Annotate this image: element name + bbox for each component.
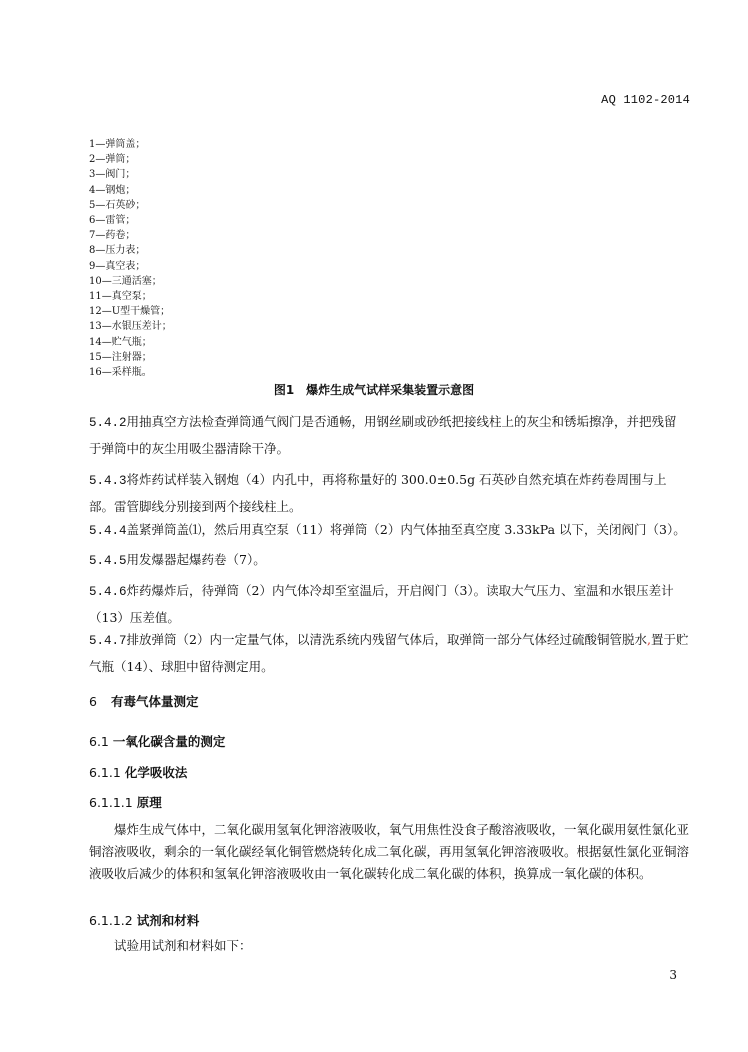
legend-item: 15—注射器； <box>89 351 152 363</box>
section-title: 有毒气体量测定 <box>110 694 199 709</box>
section-title: 原理 <box>136 795 162 810</box>
section-6-1-1-heading <box>89 763 187 781</box>
section-number: 6.1.1.2 <box>89 913 133 928</box>
page-number: 3 <box>669 968 677 982</box>
clause-text: 盖紧弹筒盖⑴，然后用真空泵（11）将弹筒（2）内气体抽至真空度 3.33kPa 以下，关闭阀门（3）。 <box>126 522 686 537</box>
clause-text: 排放弹筒（2）内一定量气体，以清洗系统内残留气体后，取弹筒一部分气体经过硫酸铜管脱水 <box>126 632 647 647</box>
legend-item: 6—雷管； <box>89 215 136 227</box>
clause-5-4-5 <box>89 547 689 574</box>
clause-text: 用抽真空方法检查弹筒通气阀门是否通畅，用钢丝刷或砂纸把接线柱上的灰尘和锈垢擦净，并把残留于弹筒中的灰尘用吸尘器清除干净。 <box>89 414 677 456</box>
materials-intro: 试验用试剂和材料如下： <box>114 938 252 953</box>
figure-legend <box>89 137 172 380</box>
legend-item: 8—压力表； <box>89 245 146 257</box>
section-6-1-1-1-heading <box>89 793 162 811</box>
clause-number: 5.4.4 <box>89 524 127 538</box>
clause-5-4-4 <box>89 517 689 544</box>
clause-text: 炸药爆炸后，待弹筒（2）内气体冷却至室温后，开启阀门（3）。读取大气压力、室温和水银压差计（13）压差值。 <box>89 583 674 625</box>
legend-item: 5—石英砂； <box>89 199 146 211</box>
section-6-1-heading <box>89 732 225 750</box>
clause-number: 5.4.2 <box>89 416 127 430</box>
legend-item: 4—钢炮； <box>89 184 136 196</box>
clause-5-4-2 <box>89 409 689 461</box>
section-number: 6.1.1 <box>89 765 121 780</box>
clause-text: 将炸药试样装入钢炮（4）内孔中，再将称量好的 300.0±0.5g 石英砂自然充填在炸药卷周围与上部。雷管脚线分别接到两个接线柱上。 <box>89 472 667 514</box>
section-6-heading <box>89 692 198 710</box>
legend-item: 16—采样瓶。 <box>89 367 152 379</box>
legend-item: 11—真空泵； <box>89 291 152 303</box>
section-number: 6.1 <box>89 734 109 749</box>
principle-paragraph: 爆炸生成气体中，二氧化碳用氢氧化钾溶液吸收，氧气用焦性没食子酸溶液吸收，一氧化碳用氨性氯化亚铜溶液吸收，剩余的一氧化碳经氧化铜管燃烧转化成二氧化碳，再用氢氧化钾溶液吸收。根据氨性氯化亚铜溶液吸收后减少的体积和氢氧化钾溶液吸收由一氧化碳转化成二氧化碳的体积，换算成一氧化碳的体积。 <box>89 822 690 881</box>
legend-item: 3—阀门； <box>89 169 136 181</box>
section-title: 一氧化碳含量的测定 <box>112 734 226 749</box>
legend-item: 9—真空表； <box>89 260 146 272</box>
standard-code: AQ 1102-2014 <box>601 93 690 107</box>
section-title: 化学吸收法 <box>124 765 188 780</box>
clause-5-4-6 <box>89 578 689 630</box>
legend-item: 2—弹筒； <box>89 154 136 166</box>
clause-5-4-3 <box>89 467 689 519</box>
legend-item: 13—水银压差计； <box>89 321 172 333</box>
clause-number: 5.4.3 <box>89 474 127 488</box>
section-title: 试剂和材料 <box>136 913 200 928</box>
figure-caption: 图1 爆炸生成气试样采集装置示意图 <box>273 383 475 397</box>
legend-item: 7—药卷； <box>89 230 136 242</box>
clause-text: 置于贮气瓶（14）、球胆中留待测定用。 <box>89 632 689 674</box>
legend-item: 14—贮气瓶； <box>89 336 152 348</box>
section-6-1-1-2-heading <box>89 911 199 929</box>
section-number: 6.1.1.1 <box>89 795 133 810</box>
clause-text: 用发爆器起爆药卷（7）。 <box>126 552 266 567</box>
legend-item: 1—弹筒盖； <box>89 139 146 150</box>
clause-number: 5.4.5 <box>89 554 127 568</box>
legend-item: 12—U型干燥管； <box>89 306 171 318</box>
legend-item: 10—三通活塞； <box>89 275 162 287</box>
section-number: 6 <box>89 694 97 709</box>
clause-5-4-7 <box>89 627 689 679</box>
clause-number: 5.4.6 <box>89 585 127 599</box>
highlighted-comma: , <box>646 632 651 647</box>
clause-number: 5.4.7 <box>89 634 127 648</box>
